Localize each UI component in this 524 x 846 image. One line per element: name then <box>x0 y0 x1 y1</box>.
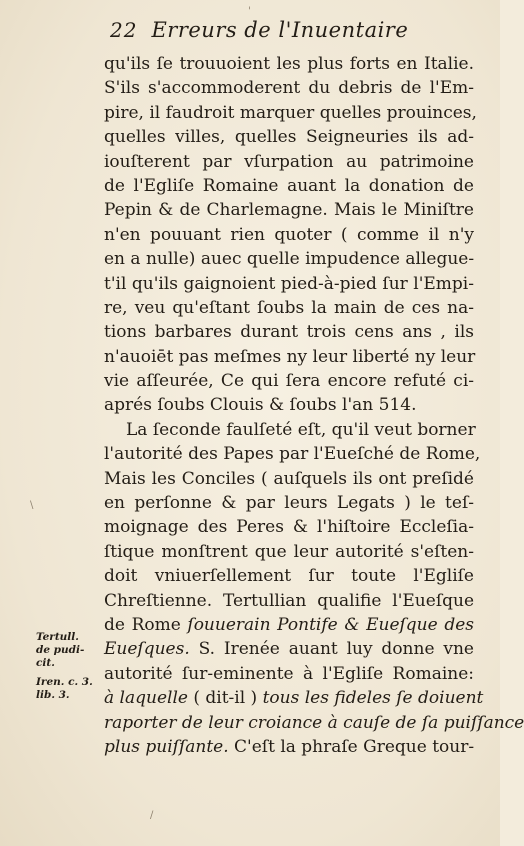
text-segment: Chreſtienne. Tertullian qualifie l'Eueſque <box>104 590 474 611</box>
edge-mark: / <box>150 810 154 821</box>
text-segment: moignage des Peres & l'hiſtoire Eccleſia- <box>104 517 474 538</box>
text-segment: autorité ſur-eminente à l'Egliſe Romaine: <box>104 663 474 684</box>
italic-segment: ſouuerain Pontife & Eueſque des <box>187 614 474 635</box>
text-line <box>104 198 474 222</box>
text-segment: re, veu qu'eſtant ſoubs la main de ces na- <box>104 297 474 318</box>
italic-segment: plus puiſſante. <box>104 736 229 757</box>
text-segment: doit vniuerſellement ſur toute l'Egliſe <box>104 566 474 587</box>
text-segment: S'ils s'accommoderent du debris de l'Em- <box>104 78 474 99</box>
text-line <box>104 540 474 564</box>
text-line <box>104 637 474 661</box>
text-line <box>104 76 474 100</box>
text-line <box>104 101 477 125</box>
text-segment: de Rome <box>104 614 188 635</box>
margin-note: Iren. c. 3. <box>36 676 93 688</box>
margin-note: de pudi- <box>36 644 85 656</box>
text-segment: en a nulle) auec quelle impudence allegue- <box>104 249 475 270</box>
edge-mark: ' <box>248 6 251 17</box>
text-segment: n'auoiēt pas meſmes ny leur liberté ny leur <box>104 346 476 367</box>
text-segment: La ſeconde faulſeté eſt, qu'il veut borner <box>126 419 476 440</box>
text-segment: aprés ſoubs Clouis & ſoubs l'an 514. <box>104 395 417 416</box>
text-segment: S. Irenée auant luy donne vne <box>189 639 474 660</box>
text-line <box>104 564 474 588</box>
text-segment: C'eſt la phraſe Greque tour- <box>228 736 475 757</box>
text-line <box>104 442 481 466</box>
text-segment: qu'ils ſe trouuoient les plus forts en Italie. <box>104 54 474 74</box>
text-segment: ſtique monſtrent que leur autorité s'eſten- <box>104 541 474 562</box>
text-segment: l'autorité des Papes par l'Eueſché de Rome, <box>104 444 481 465</box>
text-segment: Pepin & de Charlemagne. Mais le Miniſtre <box>104 200 474 221</box>
text-segment: de l'Egliſe Romaine auant la donation de <box>104 175 474 196</box>
text-segment: vie aſſeurée, Ce qui ſera encore refuté ci- <box>104 371 474 392</box>
text-line <box>104 589 474 613</box>
running-title: Erreurs de l'Inuentaire <box>151 18 409 42</box>
text-segment: iouſterent par vſurpation au patrimoine <box>104 151 474 172</box>
text-segment: Mais les Conciles ( auſquels ils ont preſidé <box>104 468 474 489</box>
text-line <box>104 52 474 76</box>
body-text <box>104 52 524 759</box>
italic-segment: raporter de leur croiance à cauſe de ſa puiſſance <box>104 712 524 733</box>
page-header <box>110 18 480 48</box>
text-line <box>104 174 474 198</box>
italic-segment: tous les fideles ſe doiuent <box>262 688 484 709</box>
text-line <box>104 686 484 710</box>
text-segment: t'il qu'ils gaignoient pied-à-pied ſur l'Empi- <box>104 273 474 294</box>
text-segment: en perſonne & par leurs Legats ) le teſ- <box>104 493 474 514</box>
text-line <box>104 418 474 442</box>
text-line <box>104 272 474 296</box>
text-line <box>104 296 474 320</box>
edge-mark: \ <box>30 500 34 511</box>
page-number: 22 <box>110 18 138 42</box>
text-line <box>104 735 474 759</box>
text-segment: ( dit-il ) <box>187 688 263 709</box>
text-line <box>104 515 474 539</box>
text-line <box>104 223 474 247</box>
italic-segment: Eueſques. <box>104 639 190 660</box>
text-line <box>104 613 474 637</box>
text-line <box>104 247 474 271</box>
text-line <box>104 369 474 393</box>
text-line <box>104 150 474 174</box>
text-line <box>104 662 474 686</box>
margin-note: lib. 3. <box>36 689 70 701</box>
text-segment: n'en pouuant rien quoter ( comme il n'y <box>104 224 474 245</box>
text-line <box>104 491 474 515</box>
italic-segment: à laquelle <box>104 688 188 709</box>
text-line <box>104 125 474 149</box>
text-line <box>104 711 524 735</box>
text-line <box>104 467 474 491</box>
margin-note: Tertull. <box>36 631 79 643</box>
margin-notes <box>36 631 100 702</box>
text-line <box>104 320 474 344</box>
text-segment: quelles villes, quelles Seigneuries ils ad- <box>104 127 474 148</box>
text-segment: pire, il faudroit marquer quelles prouinces, <box>104 102 477 123</box>
margin-note: cit. <box>36 657 55 669</box>
text-line <box>104 345 474 369</box>
text-line <box>104 393 474 417</box>
text-segment: tions barbares durant trois cens ans , ils <box>104 322 474 343</box>
